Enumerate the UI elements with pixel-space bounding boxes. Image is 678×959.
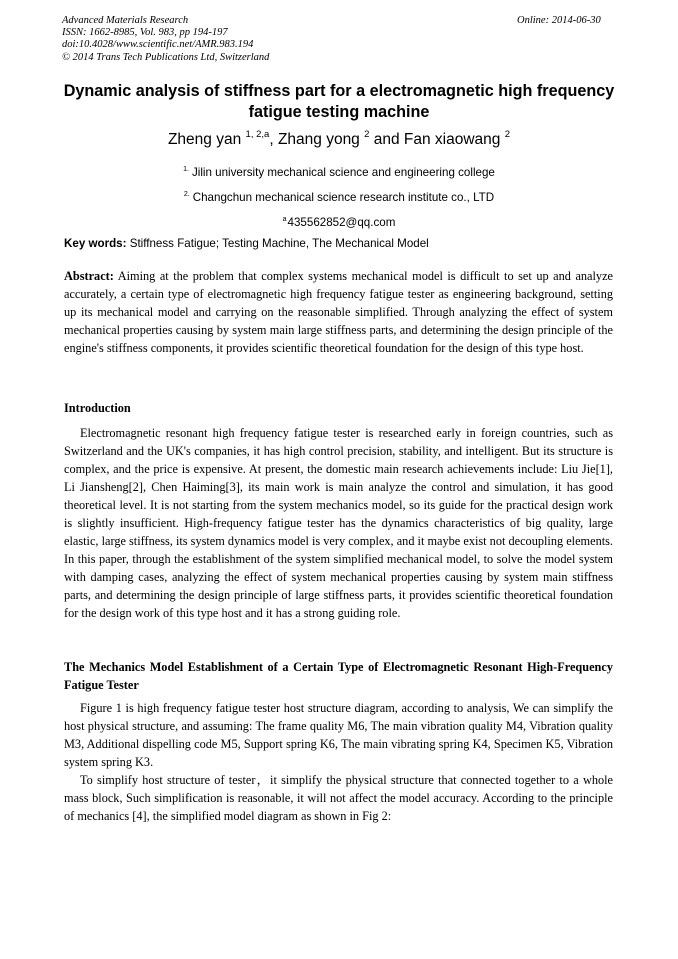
author-affiliation-mark: 2	[364, 129, 370, 140]
author-name: Fan xiaowang	[403, 131, 501, 148]
journal-name: Advanced Materials Research	[62, 15, 189, 26]
keywords	[64, 237, 429, 251]
doi-line: doi:10.4028/www.scientific.net/AMR.983.194	[62, 39, 254, 51]
author-separator: ,	[269, 131, 278, 148]
author-email	[40, 213, 638, 230]
author-name: Zheng yan	[167, 131, 242, 148]
author-line	[40, 125, 638, 150]
section-heading-introduction: Introduction	[64, 401, 131, 415]
paper-title: Dynamic analysis of stiffness part for a electromagnetic high frequency fatigue testing machine	[63, 82, 615, 121]
online-date: Online: 2014-06-30	[517, 15, 601, 26]
email-text: 435562852@qq.com	[287, 216, 396, 229]
author-affiliation-mark: 1, 2,a	[245, 129, 270, 140]
journal-info	[62, 15, 269, 64]
affiliation-text: Jilin university mechanical science and engineering college	[191, 166, 495, 179]
author-name: Zhang yong	[277, 131, 360, 148]
section-heading-mechanics-model: The Mechanics Model Establishment of a Certain Type of Electromagnetic Resonant High-Frequency Fatigue Tester	[64, 660, 613, 692]
keywords-label: Key words:	[64, 237, 127, 250]
copyright-line: © 2014 Trans Tech Publications Ltd, Switzerland	[62, 51, 270, 63]
affiliation-mark: 1.	[183, 166, 189, 173]
author-separator: and	[369, 131, 404, 148]
keywords-text: Stiffness Fatigue; Testing Machine, The Mechanical Model	[126, 237, 429, 250]
author-affiliation-mark: 2	[504, 129, 511, 140]
affiliation-1	[40, 163, 638, 180]
introduction-paragraph: Electromagnetic resonant high frequency fatigue tester is researched early in foreign countries, such as Switzerland and the UK's companies, it has high control precision, stability, and intelligent. But its structure is complex, and the price is expensive. At present, the domestic main research achievements include: Liu Jie[1], Li Jiansheng[2], Chen Haiming[3], its main work is main analyze the control and simulation, it has good theoretical level. It is not starting from the system mechanics model, so its guide for the practical design work is slightly insufficient. High-frequency fatigue tester has the dynamics characteristics of big quality, large elastic, large stiffness, its system dynamics model is very complex, and it maybe exist not decoupling elements. In this paper, through the establishment of the system simplified mechanical model, to solve the model system with damping cases, analyzing the effect of system mechanical properties causing by system main stiffness parts, and determining the design principle of large stiffness parts, it provides scientific theoretical foundation for the design work of this type host and it has a strong guiding role.	[64, 426, 613, 620]
issn-line: ISSN: 1662-8985, Vol. 983, pp 194-197	[62, 27, 228, 39]
affiliation-text: Changchun mechanical science research institute co., LTD	[192, 191, 495, 204]
abstract	[64, 267, 613, 357]
affiliation-mark: 2.	[183, 191, 190, 198]
abstract-text: Aiming at the problem that complex systems mechanical model is difficult to set up and analyze accurately, a certain type of electromagnetic high frequency fatigue tester as engineering background, setting up its mechanical model and carrying on the reasonable simplified. Through analyzing the effect of system mechanical properties causing by system main large stiffness parts, and determining the design principle of the engine's stiffness components, it provides scientific theoretical foundation for the design of this type host.	[64, 269, 613, 355]
figure1-paragraph: Figure 1 is high frequency fatigue tester host structure diagram, according to analysis, We can simplify the host physical structure, and assuming: The frame quality M6, The main vibration quality M4, Vibration quality M3, Additional dispelling code M5, Support spring K6, The main vibrating spring K4, Specimen K5, Vibration system spring K3.	[64, 701, 613, 769]
affiliation-2	[40, 188, 638, 205]
email-mark: a	[282, 216, 287, 223]
abstract-label: Abstract:	[64, 269, 114, 283]
simplification-paragraph: To simplify host structure of tester，it simplify the physical structure that connected together to a whole mass block, Such simplification is reasonable, it will not affect the model accuracy. According to the principle of mechanics [4], the simplified model diagram as shown in Fig 2:	[64, 773, 613, 823]
